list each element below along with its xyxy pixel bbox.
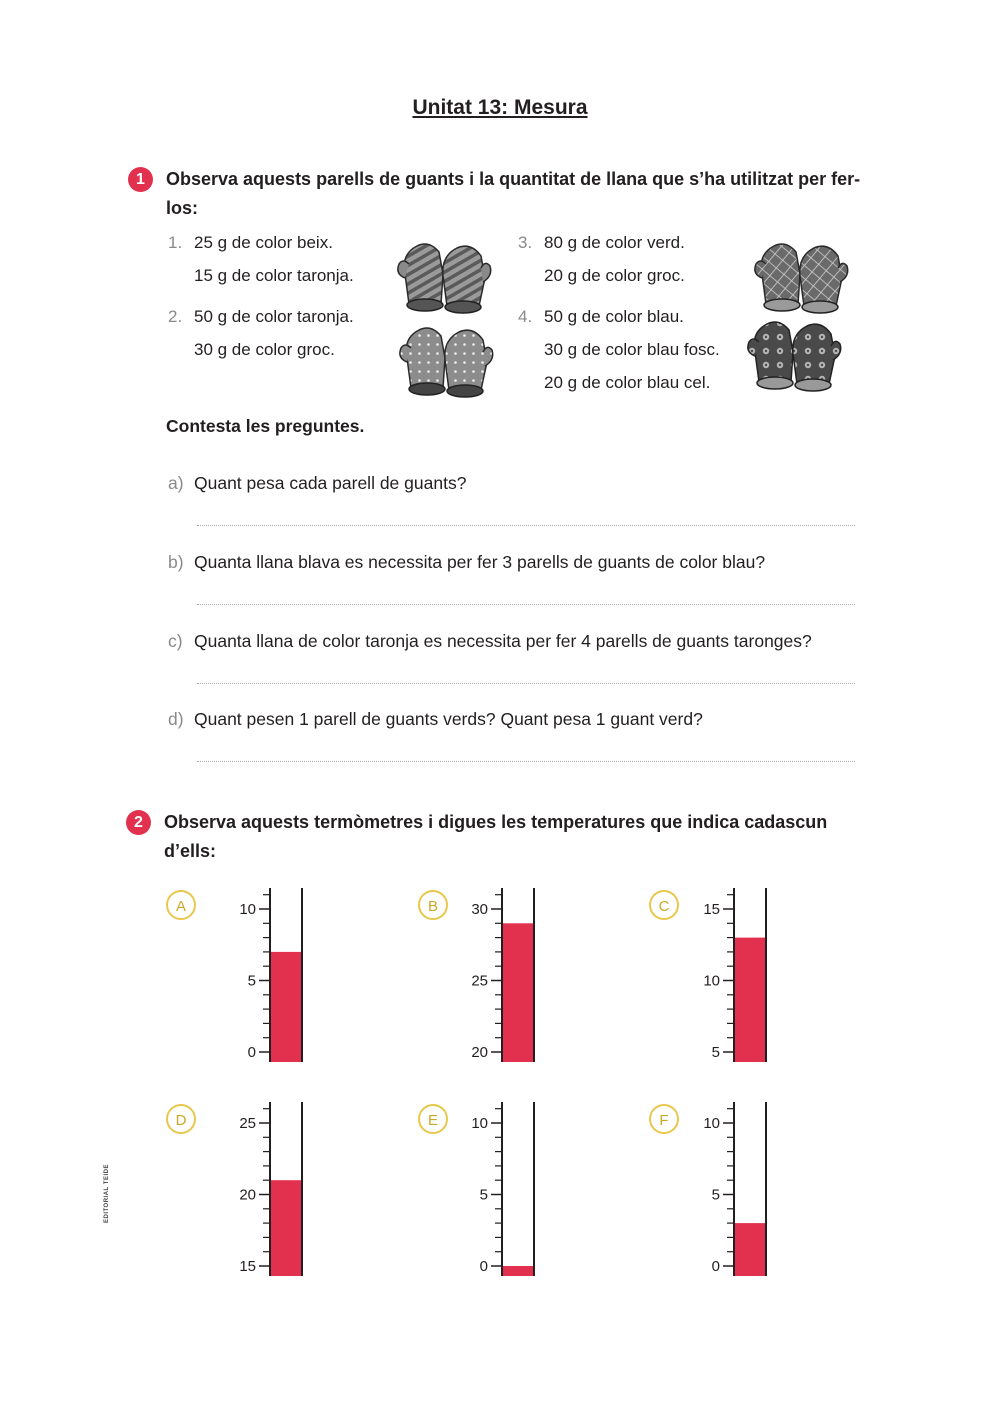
item-number: 2. [168, 307, 183, 326]
wool-item-1 [168, 226, 354, 292]
thermometer-letter: E [418, 1104, 448, 1134]
item-line: 20 g de color blau cel. [544, 373, 711, 392]
thermometer-scale [690, 1102, 840, 1282]
publisher-label: EDITORIAL TEIDE [104, 1164, 110, 1223]
dotted-mittens-icon [397, 322, 497, 400]
checkered-mittens-icon [752, 234, 852, 314]
mercury-fill [270, 952, 302, 1062]
question-text: Quanta llana de color taronja es necessita per fer 4 parells de guants taronges? [194, 631, 812, 651]
item-line: 15 g de color taronja. [194, 266, 354, 285]
thermometer-letter: D [166, 1104, 196, 1134]
wool-item-2 [168, 300, 354, 366]
answer-line-a[interactable] [197, 525, 855, 526]
question-d [168, 709, 703, 730]
thermometer-scale [226, 1102, 376, 1282]
questions-heading: Contesta les preguntes. [166, 416, 365, 436]
item-line: 30 g de color groc. [194, 340, 335, 359]
item-line: 80 g de color verd. [544, 233, 685, 252]
question-b [168, 552, 765, 573]
tick-label: 10 [471, 1115, 488, 1132]
mercury-fill [734, 1223, 766, 1276]
item-number: 3. [518, 233, 533, 252]
tick-label: 0 [247, 1044, 256, 1061]
tick-label: 5 [711, 1044, 720, 1061]
exercise-1-instructions: Observa aquests parells de guants i la quantitat de llana que s’ha utilitzat per fer-los: [166, 169, 861, 218]
exercise-1-number: 1 [128, 167, 153, 192]
question-text: Quant pesa cada parell de guants? [194, 473, 467, 493]
question-letter: d) [168, 709, 184, 729]
question-letter: c) [168, 631, 183, 651]
tick-label: 20 [239, 1186, 256, 1204]
exercise-2-number: 2 [126, 810, 151, 835]
answer-line-d[interactable] [197, 761, 855, 762]
tick-label: 5 [711, 1186, 720, 1204]
tick-label: 25 [239, 1115, 256, 1132]
thermometer-letter: C [649, 890, 679, 920]
page-title: Unitat 13: Mesura [412, 96, 588, 119]
item-line: 20 g de color groc. [544, 266, 685, 285]
thermometer-scale [458, 888, 608, 1068]
tick-label: 10 [703, 1115, 720, 1132]
question-letter: b) [168, 552, 184, 572]
tick-label: 15 [239, 1258, 256, 1275]
striped-mittens-icon [395, 234, 495, 314]
item-number: 4. [518, 307, 533, 326]
mercury-fill [270, 1180, 302, 1276]
answer-line-b[interactable] [197, 604, 855, 605]
thermometer-letter: B [418, 890, 448, 920]
tick-label: 25 [471, 972, 488, 990]
question-c [168, 631, 812, 652]
question-letter: a) [168, 473, 184, 493]
tick-label: 20 [471, 1044, 488, 1061]
question-text: Quanta llana blava es necessita per fer 3 parells de guants de color blau? [194, 552, 766, 572]
wool-item-4 [518, 300, 720, 399]
item-line: 50 g de color blau. [544, 307, 684, 326]
mercury-fill [734, 938, 766, 1062]
thermometer-scale [226, 888, 376, 1068]
tick-label: 5 [247, 972, 256, 990]
tick-label: 5 [479, 1186, 488, 1204]
spotted-mittens-icon [745, 316, 845, 396]
item-line: 25 g de color beix. [194, 233, 333, 252]
thermometer-scale [690, 888, 840, 1068]
exercise-2-instructions: Observa aquests termòmetres i digues les temperatures que indica cadascun d’ells: [164, 812, 828, 861]
thermometer-letter: A [166, 890, 196, 920]
answer-line-c[interactable] [197, 683, 855, 684]
tick-label: 0 [711, 1258, 720, 1275]
mercury-fill [502, 923, 534, 1062]
tick-label: 15 [703, 901, 720, 918]
mercury-fill [502, 1266, 534, 1276]
question-text: Quant pesen 1 parell de guants verds? Quant pesa 1 guant verd? [194, 709, 703, 729]
tick-label: 10 [703, 972, 720, 990]
thermometer-scale [458, 1102, 608, 1282]
item-line: 30 g de color blau fosc. [544, 340, 720, 359]
tick-label: 10 [239, 901, 256, 918]
wool-item-3 [518, 226, 685, 292]
thermometer-letter: F [649, 1104, 679, 1134]
item-number: 1. [168, 233, 183, 252]
item-line: 50 g de color taronja. [194, 307, 354, 326]
tick-label: 30 [471, 901, 488, 918]
tick-label: 0 [479, 1258, 488, 1275]
question-a [168, 473, 466, 494]
